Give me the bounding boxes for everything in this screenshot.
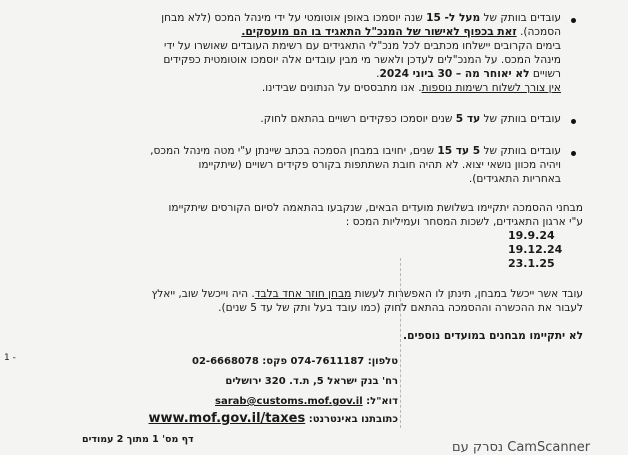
contact-address: רח' בנק ישראל 5, ת.ד. 320 ירושלים xyxy=(225,376,398,387)
text-run: . היה וייכשל שוב, ייאלץ xyxy=(151,288,255,300)
contact-phone-fax: טלפון: 074-7611187 פקס: 02-6668078 xyxy=(192,356,398,367)
text-run: באחריות התאגידים). xyxy=(468,173,561,185)
bullet-1-line-2 xyxy=(241,26,561,39)
text-run: עד 5 xyxy=(455,113,481,125)
text-run: ויהיה מכוון נושאי יצוא. לא תהיה חובת השתתפות בקורס פקידים רשויים (שיתקיימו xyxy=(198,159,561,171)
text-run: לא יאוחר מה – 30 ביוני 2024 xyxy=(379,68,530,80)
bullet-3-line-1 xyxy=(150,145,561,158)
exam-date-1: 19.9.24 xyxy=(508,229,555,242)
exam-date-3: 23.1.25 xyxy=(508,257,555,270)
bullet-1-line-5 xyxy=(376,68,561,81)
text-run: אין צורך לשלוח רשימות נוספות xyxy=(421,82,561,94)
text-run: הסמכה). xyxy=(516,26,561,38)
text-run: בימים הקרובים יישלחו מכתבים לכל מנכ"לי התאגידים עם רשימת העובדים שאושרו על ידי xyxy=(164,40,561,52)
bullet-dot xyxy=(571,18,576,23)
bullet-2-line-1 xyxy=(260,113,561,126)
no-more-dates-note: לא יתקיימו מבחנים במועדים נוספים. xyxy=(403,330,583,342)
exam-dates-paragraph-line-2: ע"י ארגון התאגידים, לשכות המסחר ועמיליות המכס : xyxy=(345,216,583,228)
text-run: שנים יוסמכו כפקידים רשויים בהתאם לחוק. xyxy=(260,113,456,125)
bullet-3-line-3 xyxy=(469,173,561,186)
text-run: לעבור את ההכשרה וההסמכה בהתאם לחוק (כמו עובד בעל ותק של עד 5 שנים). xyxy=(218,302,583,314)
text-run: עובדים בוותק של xyxy=(480,113,561,125)
text-run: שנים, יחויבו במבחן הסמכה בכתב שיינתן ע"י מטה מינהל המכס, xyxy=(150,145,438,157)
text-run: 5 עד 15 xyxy=(437,145,481,157)
margin-page-mark: 1 - xyxy=(4,353,16,363)
text-run: מינהל המכס. על המנכ"לים לעדכן ולאשר מי מבין עובדים אלה יוסמכו אוטומטית כפקידים xyxy=(163,54,561,66)
bullet-1-line-1 xyxy=(161,12,561,25)
text-run: שנה יוסמכו באופן אוטומטי על ידי מינהל המכס (ללא מבחן xyxy=(161,12,427,24)
text-run: . xyxy=(376,68,380,80)
text-run: רשויים xyxy=(529,68,561,80)
bullet-3-line-2 xyxy=(198,159,561,172)
bullet-dot xyxy=(571,119,576,124)
text-run: עובד אשר ייכשל במבחן, תינתן לו האפשרות לעשות xyxy=(351,288,583,300)
fold-line xyxy=(400,258,402,428)
text-run: . אנו מתבססים על הנתונים שבידינו. xyxy=(261,82,422,94)
bullet-1-line-3 xyxy=(164,40,561,53)
text-run: עובדים בוותק של xyxy=(480,12,561,24)
text-run: זאת בכפוף לאישור של המנכ"ל התאגיד בו הם מועסקים. xyxy=(241,26,517,38)
email-link[interactable]: sarab@customs.mof.gov.il xyxy=(215,396,363,407)
page-footer: דף מס' 1 מתוך 2 עמודים xyxy=(82,434,194,445)
camscanner-watermark: נסרק עם CamScanner xyxy=(452,440,591,455)
exam-date-2: 19.12.24 xyxy=(508,243,563,256)
contact-website-row xyxy=(149,412,398,426)
text-run: עובדים בוותק של xyxy=(480,145,561,157)
website-label: כתובתנו באינטרנט: xyxy=(308,414,398,425)
text-run: מבחן חוזר אחד בלבד xyxy=(254,288,352,300)
exam-dates-paragraph-line-1: מבחני ההסמכה יתקיימו בשלושת מועדים הבאים, שנקבעו בהתאמה לסיום הקורסים שיתקיימו xyxy=(168,202,583,214)
bullet-1-line-6 xyxy=(262,82,561,95)
contact-email-row xyxy=(215,395,398,408)
text-run: מעל ל- 15 xyxy=(426,12,481,24)
bullet-dot xyxy=(571,151,576,156)
website-link[interactable]: www.mof.gov.il/taxes xyxy=(148,411,306,426)
bullet-1-line-4 xyxy=(163,54,561,67)
email-label: דוא"ל: xyxy=(366,396,398,407)
failure-paragraph-line-1 xyxy=(152,288,584,301)
